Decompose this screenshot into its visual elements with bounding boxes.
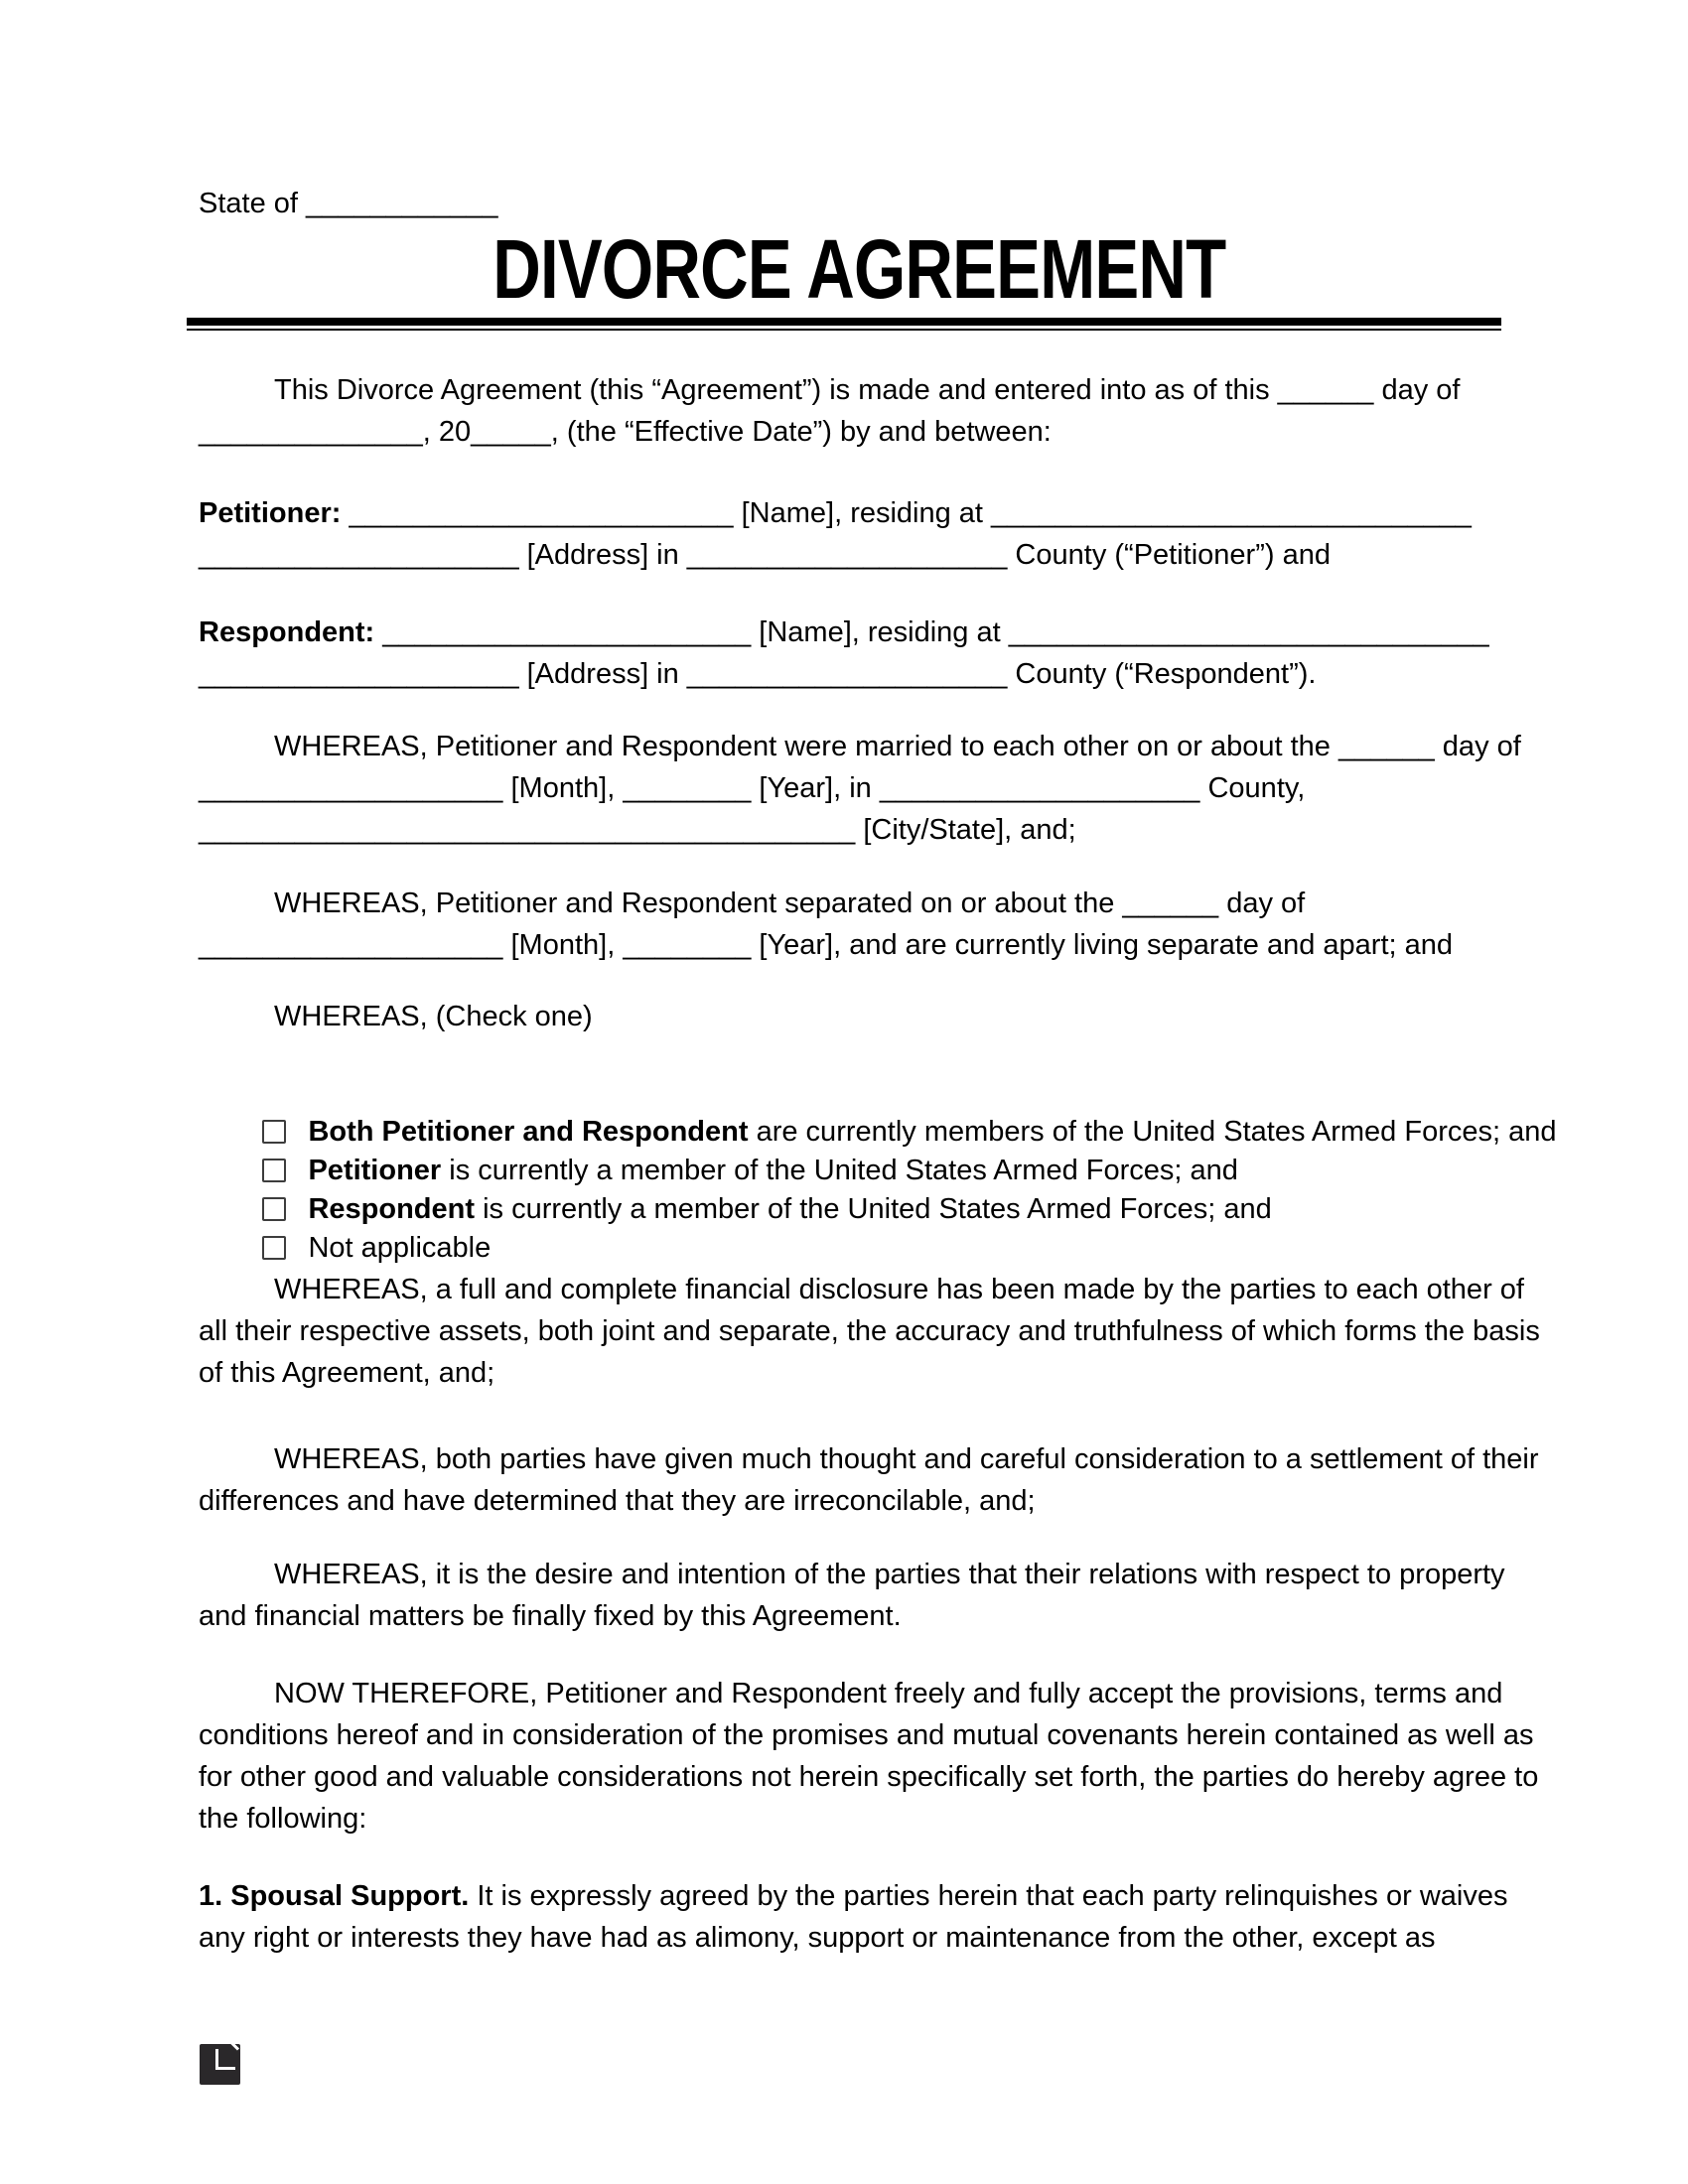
- checkbox[interactable]: [262, 1159, 286, 1182]
- military-status-options: [199, 1074, 1557, 1264]
- text-line: ___________________ [Month], ________ [Year], in ____________________ County,: [199, 772, 1306, 804]
- respondent-line1-rest: _______________________ [Name], residing at ______________________________: [374, 616, 1489, 648]
- section-heading: 1. Spousal Support.: [199, 1880, 470, 1912]
- whereas-married-paragraph: [199, 726, 1521, 851]
- text-line: ____________________ [Address] in ____________________ County (“Petitioner”) and: [199, 539, 1331, 571]
- text-line: [199, 492, 1489, 534]
- title-row: [199, 222, 1489, 316]
- text-line: all their respective assets, both joint and separate, the accuracy and truthfulness of which forms the basis: [199, 1315, 1540, 1347]
- text-line: conditions hereof and in consideration of the promises and mutual covenants herein contained as well as: [199, 1719, 1534, 1751]
- whereas-separated-paragraph: [199, 883, 1489, 966]
- petitioner-paragraph: [199, 492, 1489, 576]
- option-text: are currently members of the United States Armed Forces; and: [748, 1116, 1557, 1148]
- whereas-check-one-paragraph: [199, 996, 1489, 1037]
- text-line: any right or interests they have had as alimony, support or maintenance from the other, except as: [199, 1922, 1436, 1954]
- text-line: WHEREAS, a full and complete financial disclosure has been made by the parties to each other of: [274, 1274, 1524, 1305]
- text-line: [199, 1875, 1508, 1917]
- text-line: for other good and valuable considerations not herein specifically set forth, the parties do hereby agree to: [199, 1761, 1539, 1793]
- text-line: of this Agreement, and;: [199, 1357, 495, 1389]
- whereas-consideration-paragraph: [199, 1438, 1539, 1522]
- text-line: ___________________ [Month], ________ [Year], and are currently living separate and apart; and: [199, 929, 1454, 961]
- text-line: differences and have determined that they are irreconcilable, and;: [199, 1485, 1036, 1517]
- whereas-desire-paragraph: [199, 1554, 1505, 1637]
- whereas-disclosure-paragraph: [199, 1269, 1540, 1394]
- text-line: [199, 612, 1489, 653]
- respondent-paragraph: [199, 612, 1489, 695]
- logo-folded-corner: [228, 2040, 239, 2051]
- checkbox[interactable]: [262, 1236, 286, 1260]
- petitioner-label: Petitioner:: [199, 497, 342, 529]
- text-line: This Divorce Agreement (this “Agreement”) is made and entered into as of this ______ day of: [274, 374, 1461, 406]
- text-line: the following:: [199, 1803, 367, 1835]
- logo-page-shape: [215, 2049, 235, 2070]
- option-bold: Both Petitioner and Respondent: [308, 1116, 749, 1148]
- legaltemplates-logo-icon: [200, 2044, 240, 2085]
- text-line: ____________________ [Address] in ____________________ County (“Respondent”).: [199, 658, 1317, 690]
- title-rule-thin: [187, 329, 1501, 331]
- petitioner-line1-rest: ________________________ [Name], residing at ______________________________: [341, 497, 1472, 529]
- text-line: and financial matters be finally fixed by this Agreement.: [199, 1600, 902, 1632]
- document-content: [199, 0, 1557, 1959]
- checkbox[interactable]: [262, 1197, 286, 1221]
- intro-paragraph: [199, 369, 1489, 453]
- section-text: It is expressly agreed by the parties herein that each party relinquishes or waives: [469, 1880, 1508, 1912]
- option-bold: Petitioner: [308, 1155, 442, 1186]
- option-text: is currently a member of the United States Armed Forces; and: [441, 1155, 1238, 1186]
- text-line: ______________, 20_____, (the “Effective Date”) by and between:: [199, 416, 1052, 448]
- text-line: WHEREAS, Petitioner and Respondent separated on or about the ______ day of: [274, 887, 1306, 919]
- text-line: NOW THEREFORE, Petitioner and Respondent freely and fully accept the provisions, terms and: [274, 1678, 1503, 1709]
- spousal-support-section: [199, 1875, 1508, 1959]
- respondent-label: Respondent:: [199, 616, 375, 648]
- military-option-row: [199, 1074, 1557, 1148]
- title-rule-thick: [187, 318, 1501, 326]
- checkbox[interactable]: [262, 1120, 286, 1144]
- state-of-line: State of ____________: [199, 188, 498, 219]
- text-line: WHEREAS, Petitioner and Respondent were married to each other on or about the ______ day of: [274, 731, 1521, 762]
- page-title: DIVORCE AGREEMENT: [492, 222, 1226, 316]
- option-text: is currently a member of the United States Armed Forces; and: [475, 1193, 1272, 1225]
- text-line: WHEREAS, (Check one): [274, 1001, 593, 1032]
- option-text: Not applicable: [308, 1232, 492, 1264]
- option-bold: Respondent: [308, 1193, 476, 1225]
- text-line: WHEREAS, both parties have given much thought and careful consideration to a settlement of their: [274, 1443, 1539, 1475]
- now-therefore-paragraph: [199, 1673, 1539, 1840]
- text-line: WHEREAS, it is the desire and intention of the parties that their relations with respect to property: [274, 1559, 1505, 1590]
- text-line: _________________________________________ [City/State], and;: [199, 814, 1076, 846]
